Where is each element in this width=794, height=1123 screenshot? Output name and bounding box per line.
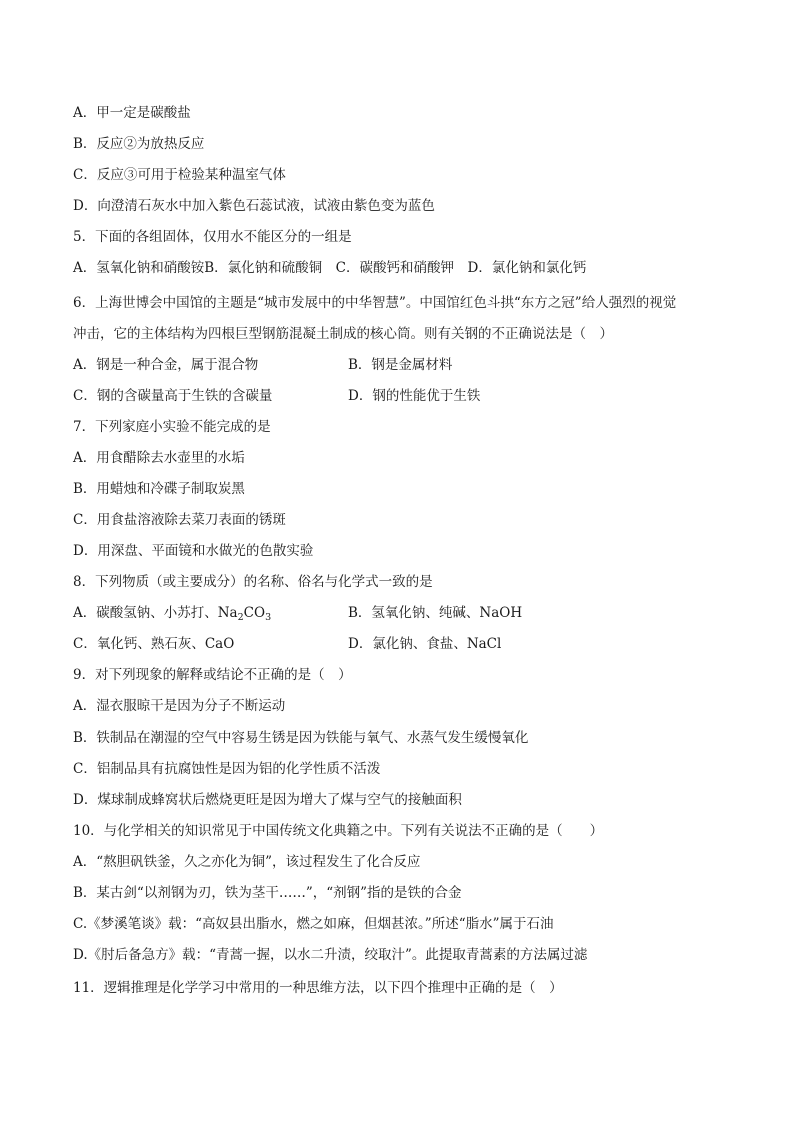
q6-option-b: B．钢是金属材料 [348, 357, 453, 373]
q6-option-d: D．钢的性能优于生铁 [348, 388, 481, 404]
q10-stem: 10．与化学相关的知识常见于中国传统文化典籍之中。下列有关说法不正确的是（ ） [73, 823, 604, 839]
q6-option-row1 [73, 356, 258, 374]
q9-option-b: B．铁制品在潮湿的空气中容易生锈是因为铁能与氧气、水蒸气发生缓慢氧化 [73, 730, 529, 746]
q6-stem-line2: 冲击，它的主体结构为四根巨型钢筋混凝土制成的核心筒。则有关钢的不正确说法是（ ） [73, 326, 613, 342]
q8-option-b: B．氢氧化钠、纯碱、NaOH [348, 605, 523, 621]
q6-option-row2 [73, 387, 272, 405]
q5-options: A．氢氧化钠和硝酸铵B．氯化钠和硫酸铜 C．碳酸钙和硝酸钾 D．氯化钠和氯化钙 [73, 260, 587, 276]
q10-option-b: B．某古剑“以剂钢为刃，铁为茎干……”，“剂钢”指的是铁的合金 [73, 885, 462, 901]
q8-option-a [73, 604, 271, 622]
q5-stem: 5．下面的各组固体，仅用水不能区分的一组是 [73, 229, 352, 245]
q7-option-a: A．用食醋除去水壶里的水垢 [73, 450, 245, 466]
subscript: 2 [237, 612, 244, 623]
q8-option-a-text: A．碳酸氢钠、小苏打、Na [73, 605, 238, 621]
q7-stem: 7．下列家庭小实验不能完成的是 [73, 419, 271, 435]
q4-option-b: B．反应②为放热反应 [73, 136, 205, 152]
q8-option-c: C．氧化钙、熟石灰、CaO [73, 636, 235, 652]
q4-option-c: C．反应③可用于检验某种温室气体 [73, 167, 286, 183]
q6-option-a: A．钢是一种合金，属于混合物 [73, 357, 259, 373]
q10-option-c: C.《梦溪笔谈》载：“高奴县出脂水，燃之如麻，但烟甚浓。”所述“脂水”属于石油 [73, 916, 554, 932]
q9-option-d: D．煤球制成蜂窝状后燃烧更旺是因为增大了煤与空气的接触面积 [73, 792, 462, 808]
q11-stem: 11．逻辑推理是化学学习中常用的一种思维方法，以下四个推理中正确的是（ ） [73, 980, 563, 996]
subscript: 3 [265, 612, 272, 623]
q7-option-d: D．用深盘、平面镜和水做光的色散实验 [73, 543, 314, 559]
q9-option-a: A．湿衣服晾干是因为分子不断运动 [73, 698, 286, 714]
q6-stem-line1: 6．上海世博会中国馆的主题是“城市发展中的中华智慧”。中国馆红色斗拱“东方之冠”给人强烈的视觉 [73, 295, 677, 311]
q9-stem: 9．对下列现象的解释或结论不正确的是（ ） [73, 667, 352, 683]
q6-option-c: C．钢的含碳量高于生铁的含碳量 [73, 388, 273, 404]
formula-part: CO [243, 605, 266, 621]
q8-option-d: D．氯化钠、食盐、NaCl [348, 636, 502, 652]
q7-option-c: C．用食盐溶液除去菜刀表面的锈斑 [73, 512, 286, 528]
q10-option-d: D.《肘后备急方》载：“青蒿一握，以水二升渍，绞取汁”。此提取青蒿素的方法属过滤 [73, 947, 588, 963]
q10-option-a: A．“熬胆矾铁釜，久之亦化为铜”，该过程发生了化合反应 [73, 854, 421, 870]
q8-stem: 8．下列物质（或主要成分）的名称、俗名与化学式一致的是 [73, 574, 433, 590]
q7-option-b: B．用蜡烛和冷碟子制取炭黑 [73, 481, 245, 497]
q9-option-c: C．铝制品具有抗腐蚀性是因为铝的化学性质不活泼 [73, 761, 381, 777]
q4-option-d: D．向澄清石灰水中加入紫色石蕊试液，试液由紫色变为蓝色 [73, 198, 435, 214]
q4-option-a: A．甲一定是碳酸盐 [73, 105, 191, 121]
